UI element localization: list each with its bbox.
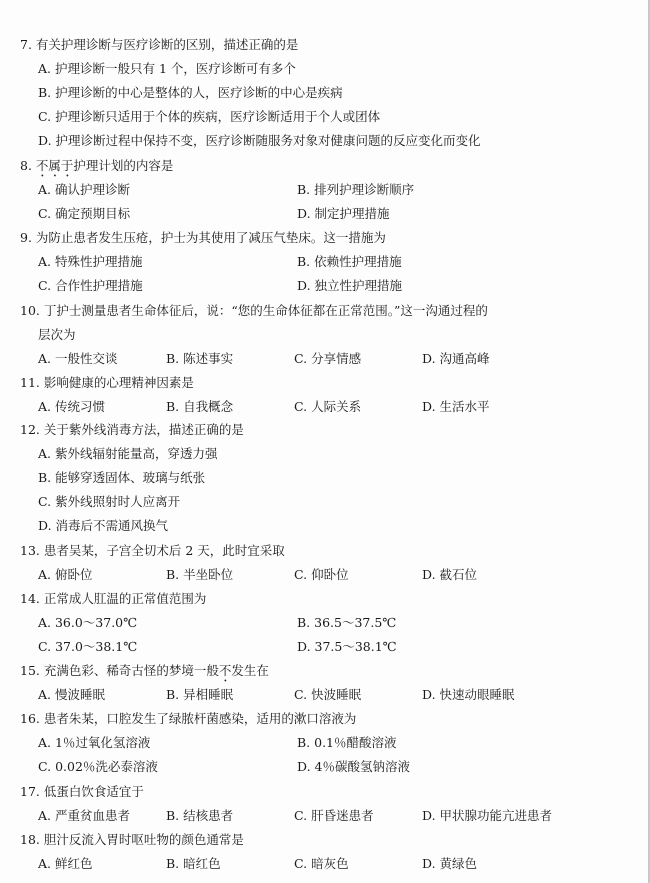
question-17 xyxy=(18,780,630,828)
options-row xyxy=(18,731,630,755)
option-a: A. 确认护理诊断 xyxy=(38,181,130,197)
question-stem: 12. 关于紫外线消毒方法，描述正确的是 xyxy=(20,422,244,437)
option-d: D. 护理诊断过程中保持不变，医疗诊断随服务对象对健康问题的反应变化而变化 xyxy=(38,133,481,149)
option-a: A. 鲜红色 xyxy=(38,855,93,871)
options-row xyxy=(18,563,630,587)
option-a: A. 慢波睡眠 xyxy=(38,687,105,703)
options-row xyxy=(18,178,630,202)
question-11 xyxy=(18,371,630,419)
option-a: A. 严重贫血患者 xyxy=(38,807,130,823)
option-d: D. 独立性护理措施 xyxy=(297,278,403,294)
question-stem: 11. 影响健康的心理精神因素是 xyxy=(20,374,194,390)
option-d: D. 制定护理措施 xyxy=(297,205,390,221)
question-12 xyxy=(18,418,630,538)
option-b: B. 护理诊断的中心是整体的人，医疗诊断的中心是疾病 xyxy=(38,85,343,101)
option-b: B. 0.1％醋酸溶液 xyxy=(297,735,397,751)
option-d: D. 黄绿色 xyxy=(422,855,478,871)
question-9 xyxy=(18,226,630,298)
options-row xyxy=(18,347,630,371)
question-7 xyxy=(18,33,630,153)
question-stem: 8. 不属于护理计划的内容是 xyxy=(20,157,174,173)
question-stem-continued: 层次为 xyxy=(38,326,76,342)
option-a: A. 特殊性护理措施 xyxy=(38,254,143,270)
question-stem: 17. 低蛋白饮食适宜于 xyxy=(20,783,144,799)
option-d: D. 37.5～38.1℃ xyxy=(297,638,397,654)
question-stem: 14. 正常成人肛温的正常值范围为 xyxy=(20,590,207,606)
option-a: A. 护理诊断一般只有 1 个，医疗诊断可有多个 xyxy=(38,61,296,77)
question-15 xyxy=(18,659,630,707)
option-c: C. 仰卧位 xyxy=(294,566,349,582)
option-d: D. 消毒后不需通风换气 xyxy=(38,518,169,534)
option-b: B. 自我概念 xyxy=(166,398,234,414)
emphasis-text: 不属于 xyxy=(35,157,74,173)
option-c: C. 人际关系 xyxy=(294,398,362,414)
emphasis-text: 不 xyxy=(218,663,232,678)
question-16 xyxy=(18,707,630,779)
option-b: B. 排列护理诊断顺序 xyxy=(297,181,415,197)
option-b: B. 陈述事实 xyxy=(166,350,234,366)
question-stem: 18. 胆汁反流入胃时呕吐物的颜色通常是 xyxy=(20,831,244,847)
option-b: B. 能够穿透固体、玻璃与纸张 xyxy=(38,470,206,486)
option-c: C. 确定预期目标 xyxy=(38,205,131,221)
question-8 xyxy=(18,154,630,226)
question-stem: 15. 充满色彩、稀奇古怪的梦境一般不发生在 xyxy=(20,663,269,678)
option-a: A. 1％过氧化氢溶液 xyxy=(38,735,151,751)
option-a: A. 俯卧位 xyxy=(38,566,93,582)
question-13 xyxy=(18,539,630,587)
option-a: A. 紫外线辐射能量高，穿透力强 xyxy=(38,446,218,462)
option-b: B. 暗红色 xyxy=(166,855,221,871)
options-row xyxy=(18,804,630,828)
question-stem: 7. 有关护理诊断与医疗诊断的区别，描述正确的是 xyxy=(20,37,299,52)
option-c: C. 暗灰色 xyxy=(294,855,349,871)
options-row xyxy=(18,755,630,779)
question-stem: 13. 患者吴某，子宫全切术后 2 天，此时宜采取 xyxy=(20,542,285,558)
option-a: A. 一般性交谈 xyxy=(38,350,118,366)
question-stem: 9. 为防止患者发生压疮，护士为其使用了减压气垫床。这一措施为 xyxy=(20,230,386,245)
option-d: D. 生活水平 xyxy=(422,398,490,414)
options-row xyxy=(18,635,630,659)
option-d: D. 沟通高峰 xyxy=(422,350,490,366)
option-c: C. 护理诊断只适用于个体的疾病，医疗诊断适用于个人或团体 xyxy=(38,109,381,125)
option-b: B. 结核患者 xyxy=(166,807,234,823)
question-stem: 10. 丁护士测量患者生命体征后，说：“您的生命体征都在正常范围。”这一沟通过程的 xyxy=(20,302,488,318)
question-10 xyxy=(18,299,630,371)
option-b: B. 半坐卧位 xyxy=(166,566,234,582)
options-row xyxy=(18,683,630,707)
options-row xyxy=(18,202,630,226)
option-c: C. 分享情感 xyxy=(294,350,362,366)
options-row xyxy=(18,611,630,635)
options-row xyxy=(18,395,630,419)
option-b: B. 依赖性护理措施 xyxy=(297,254,402,270)
option-a: A. 传统习惯 xyxy=(38,398,105,414)
option-c: C. 合作性护理措施 xyxy=(38,278,143,294)
option-c: C. 快波睡眠 xyxy=(294,687,362,703)
option-c: C. 37.0～38.1℃ xyxy=(38,638,138,654)
options-row xyxy=(18,852,630,876)
option-b: B. 36.5～37.5℃ xyxy=(297,614,397,630)
options-row xyxy=(18,250,630,274)
option-b: B. 异相睡眠 xyxy=(166,687,234,703)
option-d: D. 快速动眼睡眠 xyxy=(422,687,515,703)
option-c: C. 0.02％洗必泰溶液 xyxy=(38,759,158,775)
question-14 xyxy=(18,587,630,659)
question-18 xyxy=(18,828,630,876)
option-a: A. 36.0～37.0℃ xyxy=(38,614,138,630)
question-stem: 16. 患者朱某，口腔发生了绿脓杆菌感染，适用的漱口溶液为 xyxy=(20,711,357,726)
option-d: D. 4％碳酸氢钠溶液 xyxy=(297,759,410,775)
options-row xyxy=(18,274,630,298)
option-d: D. 甲状腺功能亢进患者 xyxy=(422,807,553,823)
option-c: C. 紫外线照射时人应离开 xyxy=(38,494,181,510)
option-c: C. 肝昏迷患者 xyxy=(294,807,374,823)
option-d: D. 截石位 xyxy=(422,566,478,582)
